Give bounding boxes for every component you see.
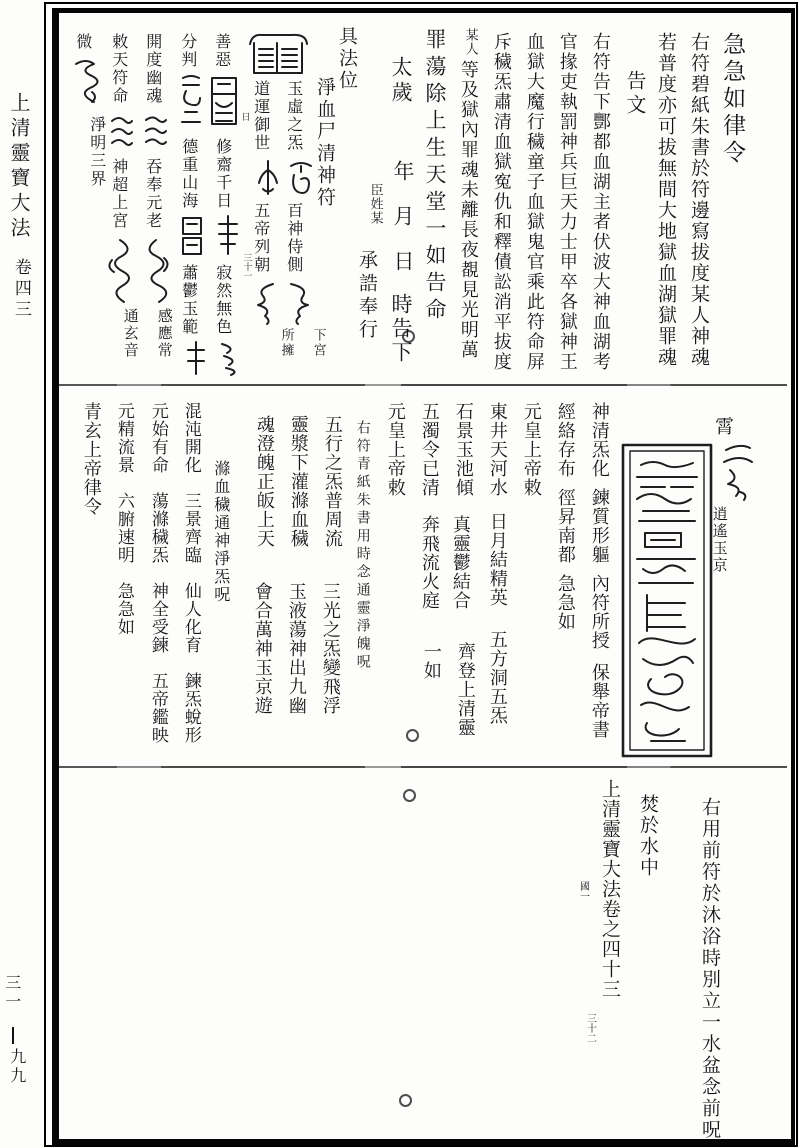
fu-glyph-icon [216,340,240,376]
usage-instruction: 右用前符於沐浴時別立一水盆念前呪 [698,797,721,1141]
fu-glyph-icon [216,214,240,258]
fu-verse-small: 所擁 [278,328,294,358]
instruction-column: 若普度亦可拔無間大地獄血湖獄罪魂 [654,32,677,368]
fu-caption: 內符所授 [588,574,610,650]
bath-incantation: 齊登上清靈 [454,642,476,737]
fu-caption: 神清炁化 [588,402,610,478]
fu-verse: 霄 [711,416,734,435]
section-divider [59,384,787,386]
purification-incantation: 元精流景 [113,402,134,474]
fu-caption: 經絡存布 [554,402,576,478]
purification-incantation: 三景齊臨 [180,492,201,564]
spirit-incantation: 魂澄魄正皈上天 [253,415,275,548]
talisman-drawing [621,443,713,758]
fu-verse: 玉虛之炁 [284,80,304,152]
page-number-upper: 三一 [2,974,22,1012]
page-number-dash [12,1027,14,1044]
fu-glyph-icon [288,158,314,198]
fu-verse: 德重山海 [179,138,199,210]
bath-incantation: 日月結精英 [486,512,508,607]
bath-incantation: 奔飛流火庭 [418,515,440,610]
spine-title: 上清靈寶大法 [7,92,31,242]
fu-glyph-icon [208,72,240,130]
fu-glyph-icon [106,236,138,306]
proclamation-column: 血獄大魔行穢童子血獄鬼官乘此符命屏 [523,32,545,372]
officiant-title: 具法位 [335,26,358,92]
fu-caption: 鍊質形軀 [588,488,610,564]
collation-circle-mark [399,1094,412,1107]
fu-verse: 開度幽魂 [143,33,163,105]
collation-circle-mark [406,729,419,742]
fu-verse-small: 下宮 [310,328,326,358]
fu-verse: 寂然無色 [213,264,233,336]
spirit-incantation: 三光之炁變飛浮 [319,582,341,715]
instruction-column: 右符碧紙朱書於符邊寫拔度某人神魂 [687,32,710,368]
fu-verse: 敕天符命 [109,33,129,105]
page-number-lower: 九九 [7,1048,27,1086]
date-taisui: 太歲 [389,56,414,106]
purification-incantation: 元始有命 [147,402,168,474]
collation-note: 國一 [577,881,589,901]
fu-verse: 逍遙玉京 [710,506,729,574]
fu-verse: 五帝列朝 [251,202,271,274]
fu-verse: 修齋千日 [213,138,233,210]
proclamation-column: 官掾吏執罰神兵巨天力士甲卒各獄神王 [556,32,578,372]
fu-glyph-icon [109,112,135,152]
fu-glyph-icon [251,280,281,326]
fu-verse: 感應常 [155,308,174,359]
seal-talisman-icon [246,31,310,79]
bath-incantation: 真靈鬱結合 [449,515,471,610]
fu-caption: 元皇上帝敕 [520,402,542,497]
purification-incantation: 仙人化育 [180,582,201,654]
collation-circle-mark [403,789,416,802]
purification-incantation: 五帝鑑映 [147,672,168,744]
section-divider [59,766,787,768]
fu-caption: 保舉帝書 [588,663,610,739]
proclamation-column: 斥穢炁肅清血獄寃仇和釋債訟消平拔度 [490,32,512,372]
purification-incantation: 鍊炁蛻形 [180,672,201,744]
spirit-incantation: 玉液蕩神出九幽 [285,582,307,715]
fu-verse: 百神侍側 [284,202,304,274]
fu-verse: 蕭鬱玉範 [179,264,199,336]
date-time-announce: 時告下 [389,293,414,365]
folio-number: 三十二 [584,1013,596,1043]
fu-glyph-icon [70,56,100,108]
purification-incantation: 青玄上帝律令 [80,402,102,516]
name-placeholder-note: 某人 [462,28,478,56]
date-year: 年 [391,160,416,181]
spirit-incantation: 五行之炁普周流 [321,415,343,548]
bath-incantation: 五濁令已清 [418,402,440,497]
purification-incantation: 蕩滌穢炁 [147,492,168,564]
talisman-title: 淨血尸清神符 [313,77,336,209]
fu-glyph-icon [718,442,756,502]
spirit-incantation: 會合萬神玉京遊 [251,582,273,715]
collation-mark: 日 [239,112,250,121]
chapter-end-title: 上清靈寶大法卷之四十三 [598,779,621,999]
bath-incantation: 石景玉池傾 [452,402,474,497]
purification-incantation: 神全受鍊 [147,582,168,654]
fu-verse: 淨明三界 [87,116,107,188]
officiant-column: 承誥奉行 [355,250,378,342]
bath-incantation: 東井天河水 [486,402,508,497]
incantation-title: 滌血穢通神淨炁呪 [211,460,231,604]
fu-verse: 通玄音 [121,308,140,359]
fu-caption: 徑昇南都 [554,488,576,564]
bath-incantation: 一如 [420,642,442,680]
fu-caption: 急急如 [554,574,576,631]
fu-glyph-icon [143,112,169,152]
proclamation-column: 右符告下酆都血湖主者伏波大神血湖考 [589,32,611,372]
fu-glyph-icon [255,158,281,198]
fu-verse: 善惡 [212,33,232,69]
fu-glyph-icon [177,72,205,130]
purification-incantation: 急急如 [113,582,134,636]
proclamation-heading: 告文 [623,70,647,118]
fu-glyph-icon [184,340,208,376]
spirit-incantation: 靈漿下灌滌血穢 [287,415,309,548]
purification-incantation: 六腑速明 [113,492,134,564]
spine-volume: 卷四三 [10,258,31,321]
fu-verse: 道運御世 [251,80,271,152]
fu-verse: 神超上宮 [109,158,129,230]
incantation-closing: 急急如律令 [719,32,746,167]
fu-glyph-icon [179,214,205,258]
proclamation-column: 罪蕩除上生天堂一如告命 [423,28,448,325]
bath-incantation: 元皇上帝敕 [384,402,406,497]
date-day: 日 [391,250,416,271]
fu-glyph-icon [284,280,314,326]
purification-incantation: 混沌開化 [180,402,201,474]
proclamation-column: 等及獄內罪魂未離長夜覩見光明萬 [457,60,479,360]
officiant-name-note: 臣姓某 [367,183,383,225]
fu-verse: 吞奉元老 [143,158,163,230]
fu-verse: 微 [73,33,93,49]
usage-note: 右符青紙朱書用時念通靈淨魄呪 [354,420,371,672]
fu-verse: 分判 [178,33,198,69]
date-month: 月 [391,205,416,226]
fu-glyph-icon [140,236,172,306]
bath-incantation: 五方洞五炁 [486,630,508,725]
folio-number: 三十一 [241,253,252,280]
usage-instruction: 焚於水中 [636,794,659,878]
